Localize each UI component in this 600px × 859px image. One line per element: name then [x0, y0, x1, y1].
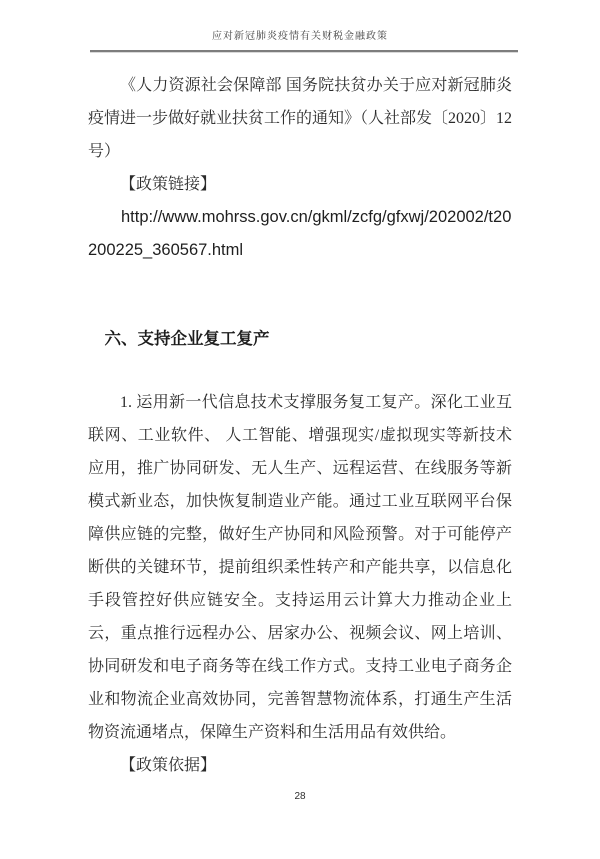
policy-link-label: 【政策链接】 — [120, 176, 217, 193]
page-footer — [0, 786, 600, 804]
running-header-title: 应对新冠肺炎疫情有关财税金融政策 — [212, 31, 388, 42]
policy-basis-label: 【政策依据】 — [120, 757, 217, 774]
notice-title: 《人力资源社会保障部 国务院扶贫办关于应对新冠肺炎疫情进一步做好就业扶贫工作的通知》（人社部发〔2020〕12 号） — [88, 77, 513, 160]
body-paragraph: 1. 运用新一代信息技术支撑服务复工复产。深化工业互联网、工业软件、 人工智能、增强现实/虚拟现实等新技术应用，推广协同研发、无人生产、远程运营、在线服务等新模式新业态，加快恢复制造业产能。通过工业互联网平台保障供应链的完整，做好生产协同和风险预警。对于可能停产断供的关键环节，提前组织柔性转产和产能共享，以信息化手段管控好供应链安全。支持运用云计算大力推动企业上云，重点推行远程办公、居家办公、视频会议、网上培训、协同研发和电子商务等在线工作方式。支持工业电子商务企业和物流企业高效协同，完善智慧物流体系，打通生产生活物资流通堵点，保障生产资料和生活用品有效供给。 — [88, 394, 512, 741]
page-content — [88, 52, 512, 782]
section-heading: 六、支持企业复工复产 — [104, 330, 270, 348]
page-number: 28 — [294, 791, 306, 802]
policy-link-url: http://www.mohrss.gov.cn/gkml/zcfg/gfxwj/202002/t20200225_360567.html — [88, 208, 512, 259]
